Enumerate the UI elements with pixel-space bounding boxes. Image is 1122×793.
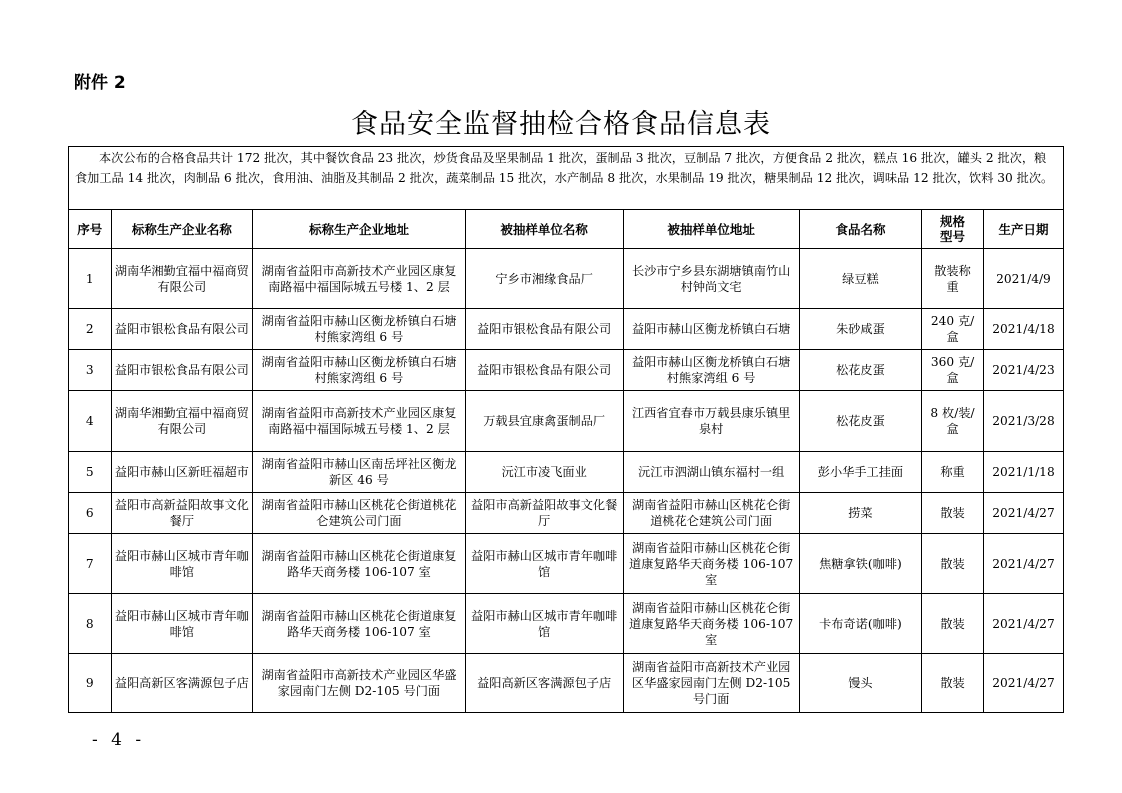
sampled-unit-address-cell: 益阳市赫山区衡龙桥镇白石塘村熊家湾组 6 号: [623, 350, 799, 391]
production-date-cell: 2021/4/27: [983, 654, 1063, 713]
row-number-cell: 1: [69, 249, 112, 309]
sampled-unit-address-cell: 江西省宜春市万载县康乐镇里泉村: [623, 391, 799, 452]
spec-cell: 360 克/盒: [922, 350, 984, 391]
spec-cell: 8 枚/装/盒: [922, 391, 984, 452]
production-date-cell: 2021/4/27: [983, 594, 1063, 654]
sampled-unit-address-cell: 益阳市赫山区衡龙桥镇白石塘: [623, 309, 799, 350]
inspection-table: [68, 146, 1064, 713]
food-name-cell: 绿豆糕: [799, 249, 921, 309]
producer-address-cell: 湖南省益阳市赫山区衡龙桥镇白石塘村熊家湾组 6 号: [253, 309, 466, 350]
table-row: [69, 309, 1064, 350]
row-number-cell: 2: [69, 309, 112, 350]
production-date-cell: 2021/4/9: [983, 249, 1063, 309]
producer-address-cell: 湖南省益阳市赫山区桃花仑街道康复路华天商务楼 106-107 室: [253, 534, 466, 594]
producer-name-cell: 湖南华湘勤宜福中福商贸有限公司: [111, 249, 253, 309]
food-name-cell: 朱砂咸蛋: [799, 309, 921, 350]
producer-name-cell: 益阳市赫山区城市青年咖啡馆: [111, 534, 253, 594]
producer-address-cell: 湖南省益阳市赫山区南岳坪社区衡龙新区 46 号: [253, 452, 466, 493]
sampled-unit-name-cell: 益阳高新区客满源包子店: [465, 654, 623, 713]
producer-name-cell: 益阳市高新益阳故事文化餐厅: [111, 493, 253, 534]
production-date-cell: 2021/4/18: [983, 309, 1063, 350]
sampled-unit-name-cell: 宁乡市湘缘食品厂: [465, 249, 623, 309]
producer-address-cell: 湖南省益阳市高新技术产业园区康复南路福中福国际城五号楼 1、2 层: [253, 249, 466, 309]
sampled-unit-address-cell: 湖南省益阳市赫山区桃花仑街道康复路华天商务楼 106-107 室: [623, 594, 799, 654]
producer-address-cell: 湖南省益阳市赫山区桃花仑街道康复路华天商务楼 106-107 室: [253, 594, 466, 654]
column-header: 标称生产企业地址: [253, 210, 466, 249]
production-date-cell: 2021/4/23: [983, 350, 1063, 391]
spec-cell: 散装: [922, 534, 984, 594]
row-number-cell: 9: [69, 654, 112, 713]
food-name-cell: 捞菜: [799, 493, 921, 534]
column-header: 标称生产企业名称: [111, 210, 253, 249]
sampled-unit-address-cell: 沅江市泗湖山镇东福村一组: [623, 452, 799, 493]
producer-address-cell: 湖南省益阳市赫山区衡龙桥镇白石塘村熊家湾组 6 号: [253, 350, 466, 391]
sampled-unit-address-cell: 长沙市宁乡县东湖塘镇南竹山村钟尚文宅: [623, 249, 799, 309]
sampled-unit-name-cell: 沅江市凌飞面业: [465, 452, 623, 493]
sampled-unit-address-cell: 湖南省益阳市赫山区桃花仑街道康复路华天商务楼 106-107 室: [623, 534, 799, 594]
producer-name-cell: 益阳市银松食品有限公司: [111, 350, 253, 391]
page-title: 食品安全监督抽检合格食品信息表: [351, 109, 771, 140]
producer-address-cell: 湖南省益阳市高新技术产业园区康复南路福中福国际城五号楼 1、2 层: [253, 391, 466, 452]
spec-cell: 散装: [922, 594, 984, 654]
summary-row: [69, 147, 1064, 210]
sampled-unit-name-cell: 益阳市银松食品有限公司: [465, 309, 623, 350]
table-row: [69, 654, 1064, 713]
sampled-unit-address-cell: 湖南省益阳市赫山区桃花仑街道桃花仑建筑公司门面: [623, 493, 799, 534]
food-name-cell: 卡布奇诺(咖啡): [799, 594, 921, 654]
spec-cell: 散装: [922, 493, 984, 534]
sampled-unit-address-cell: 湖南省益阳市高新技术产业园区华盛家园南门左侧 D2-105 号门面: [623, 654, 799, 713]
table-row: [69, 249, 1064, 309]
row-number-cell: 5: [69, 452, 112, 493]
table-row: [69, 350, 1064, 391]
spec-cell: 240 克/盒: [922, 309, 984, 350]
food-name-cell: 松花皮蛋: [799, 350, 921, 391]
production-date-cell: 2021/1/18: [983, 452, 1063, 493]
producer-address-cell: 湖南省益阳市赫山区桃花仑街道桃花仑建筑公司门面: [253, 493, 466, 534]
food-name-cell: 彭小华手工挂面: [799, 452, 921, 493]
producer-name-cell: 益阳高新区客满源包子店: [111, 654, 253, 713]
producer-name-cell: 益阳市银松食品有限公司: [111, 309, 253, 350]
spec-cell: 散装称重: [922, 249, 984, 309]
page-number: - 4 -: [92, 730, 146, 750]
row-number-cell: 8: [69, 594, 112, 654]
sampled-unit-name-cell: 益阳市赫山区城市青年咖啡馆: [465, 594, 623, 654]
production-date-cell: 2021/4/27: [983, 493, 1063, 534]
production-date-cell: 2021/3/28: [983, 391, 1063, 452]
table-row: [69, 452, 1064, 493]
column-header: 食品名称: [799, 210, 921, 249]
spec-cell: 称重: [922, 452, 984, 493]
column-header: 规格型号: [922, 210, 984, 249]
row-number-cell: 7: [69, 534, 112, 594]
row-number-cell: 4: [69, 391, 112, 452]
table-row: [69, 594, 1064, 654]
food-name-cell: 松花皮蛋: [799, 391, 921, 452]
table-row: [69, 534, 1064, 594]
column-header: 被抽样单位地址: [623, 210, 799, 249]
attachment-label: 附件 2: [74, 73, 126, 93]
sampled-unit-name-cell: 益阳市赫山区城市青年咖啡馆: [465, 534, 623, 594]
producer-name-cell: 益阳市赫山区新旺福超市: [111, 452, 253, 493]
spec-cell: 散装: [922, 654, 984, 713]
food-name-cell: 馒头: [799, 654, 921, 713]
summary-text: 本次公布的合格食品共计 172 批次，其中餐饮食品 23 批次，炒货食品及坚果制品 1 批次，蛋制品 3 批次，豆制品 7 批次，方便食品 2 批次，糕点 16 批次，罐头 2 批次，粮食加工品 14 批次，肉制品 6 批次，食用油、油脂及其制品 2 批次，蔬菜制品 15 批次，水产制品 8 批次，水果制品 19 批次，糖果制品 12 批次，调味品 12 批次，饮料 30 批次。: [69, 147, 1064, 210]
sampled-unit-name-cell: 万载县宜康禽蛋制品厂: [465, 391, 623, 452]
header-row: [69, 210, 1064, 249]
row-number-cell: 6: [69, 493, 112, 534]
column-header: 序号: [69, 210, 112, 249]
column-header: 被抽样单位名称: [465, 210, 623, 249]
table-row: [69, 493, 1064, 534]
row-number-cell: 3: [69, 350, 112, 391]
production-date-cell: 2021/4/27: [983, 534, 1063, 594]
table-row: [69, 391, 1064, 452]
food-name-cell: 焦糖拿铁(咖啡): [799, 534, 921, 594]
column-header: 生产日期: [983, 210, 1063, 249]
sampled-unit-name-cell: 益阳市高新益阳故事文化餐厅: [465, 493, 623, 534]
producer-name-cell: 益阳市赫山区城市青年咖啡馆: [111, 594, 253, 654]
sampled-unit-name-cell: 益阳市银松食品有限公司: [465, 350, 623, 391]
producer-name-cell: 湖南华湘勤宜福中福商贸有限公司: [111, 391, 253, 452]
producer-address-cell: 湖南省益阳市高新技术产业园区华盛家园南门左侧 D2-105 号门面: [253, 654, 466, 713]
